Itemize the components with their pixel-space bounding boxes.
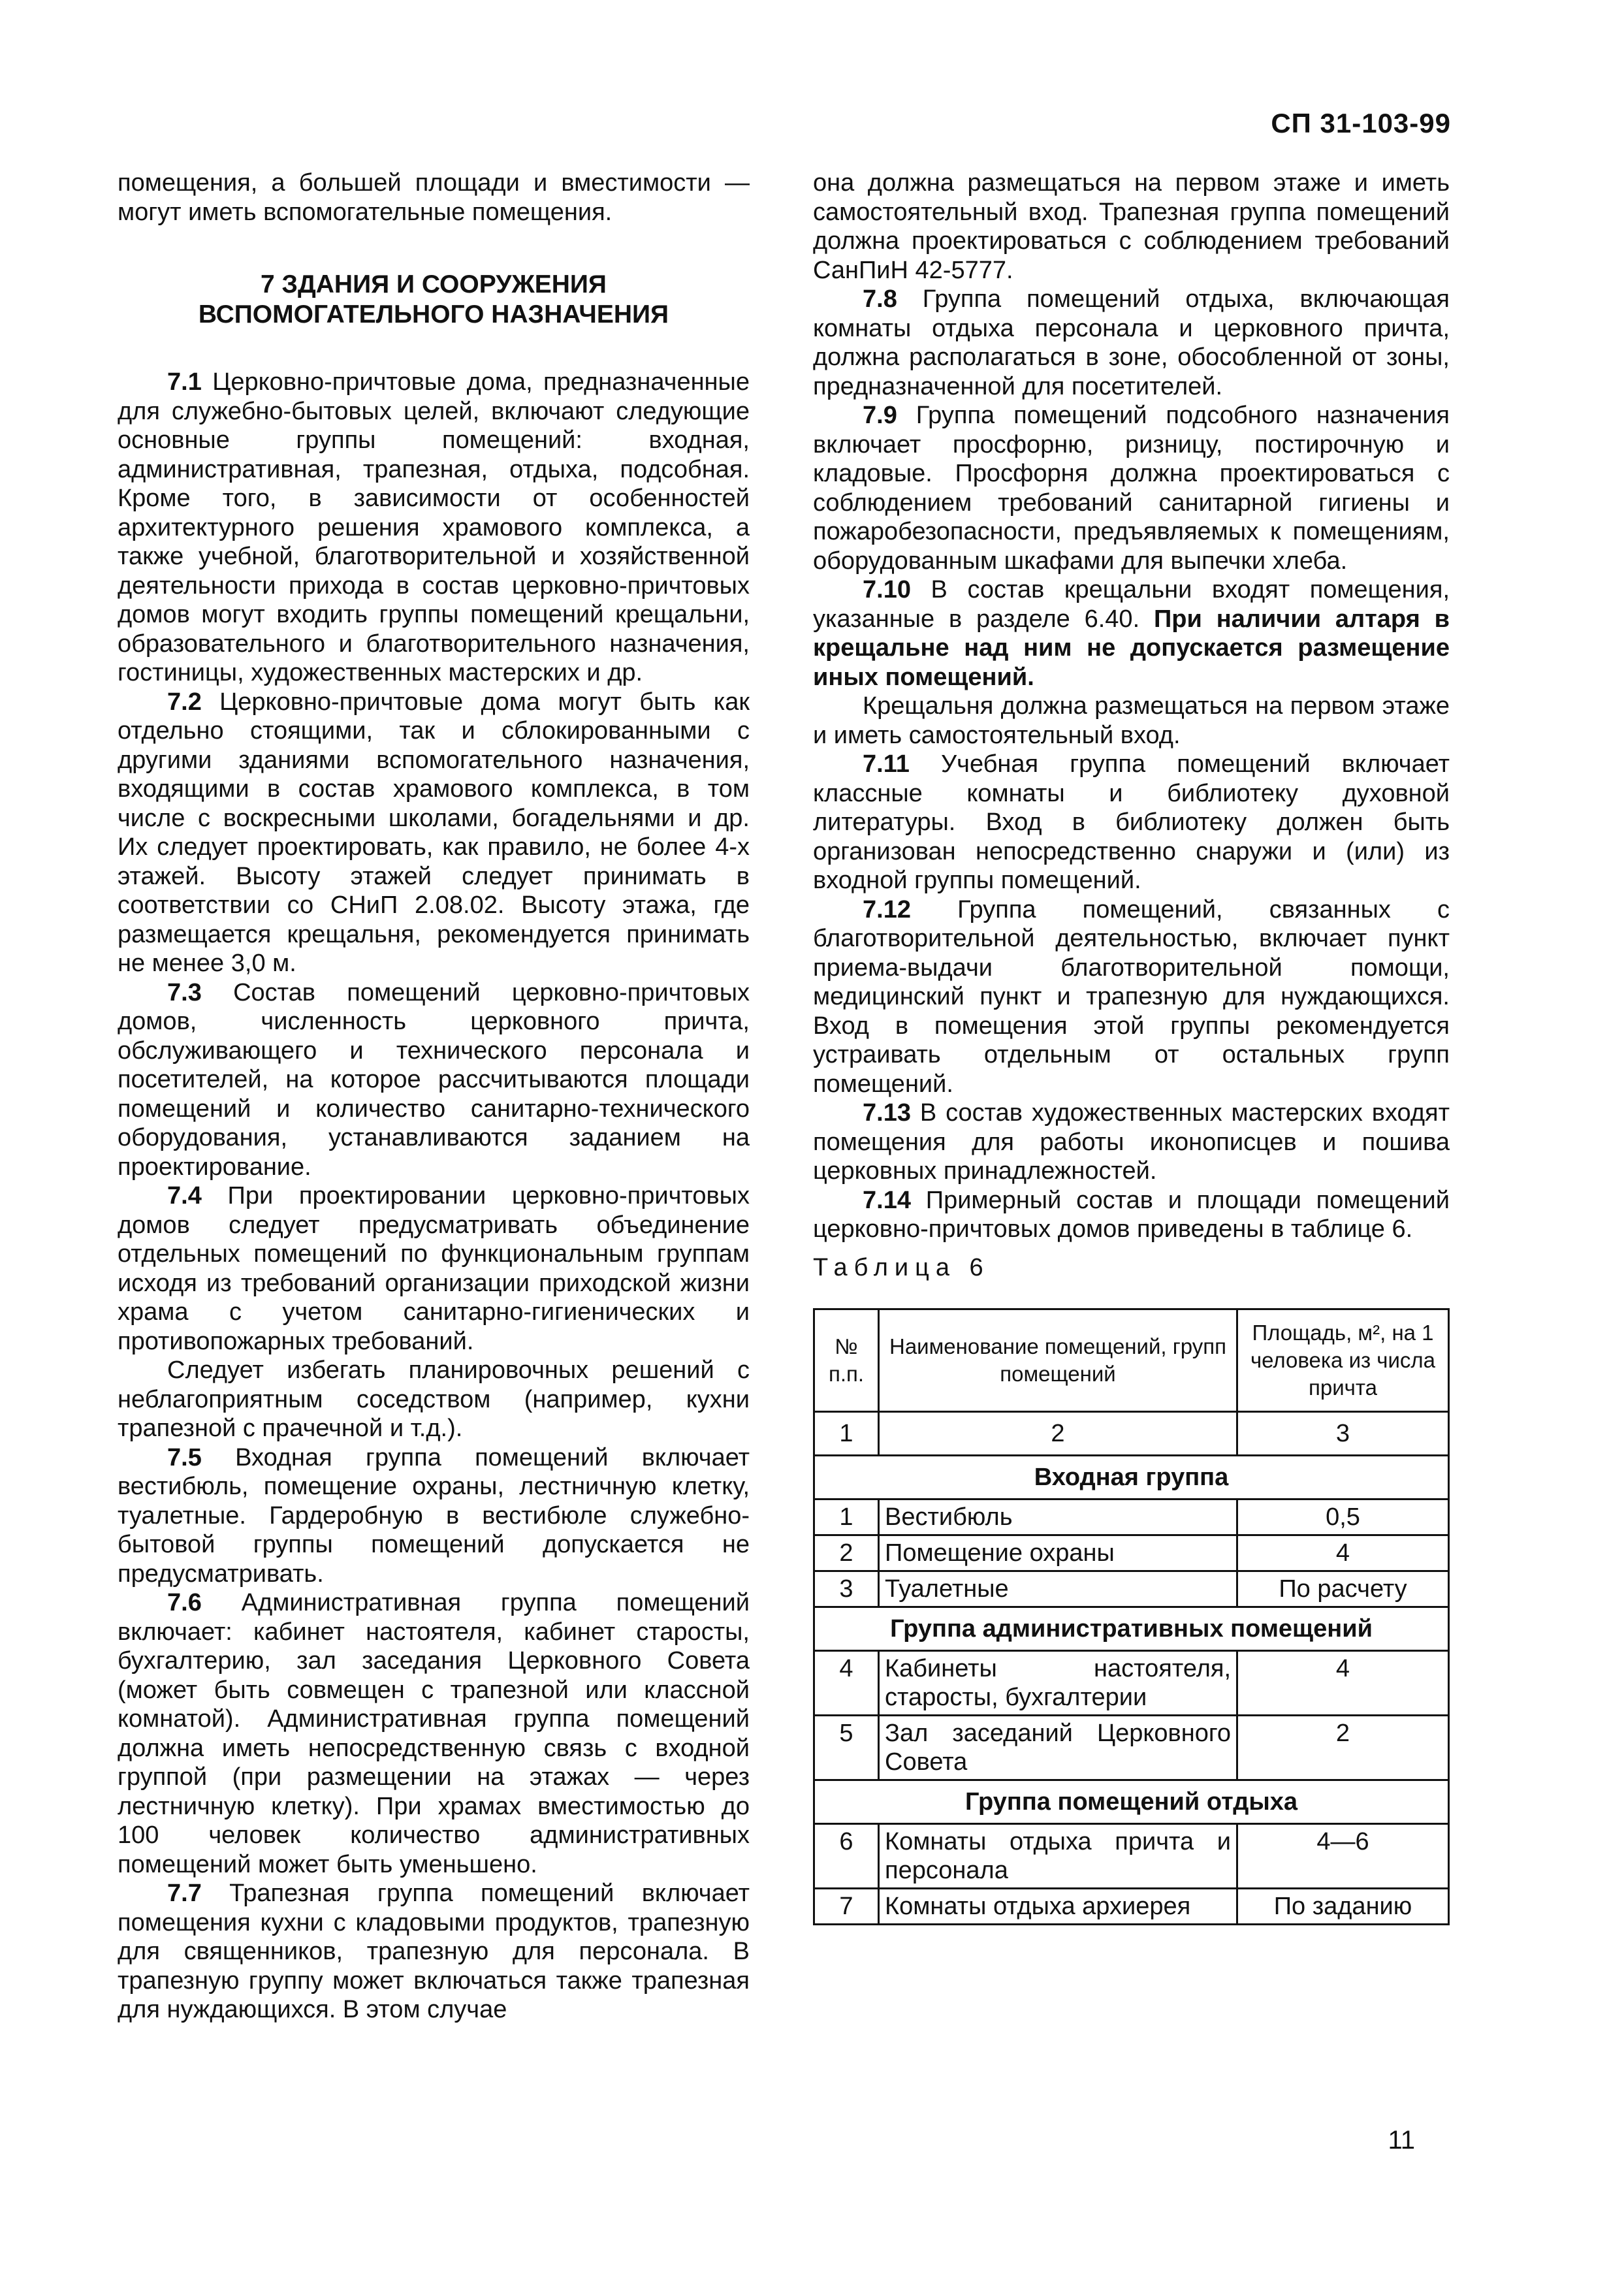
paragraph-7-7 xyxy=(118,1879,750,2025)
paragraph-7-10 xyxy=(813,575,1450,692)
table-cell: 1 xyxy=(814,1499,879,1535)
table-cell: 5 xyxy=(814,1716,879,1780)
clause-number: 7.2 xyxy=(167,688,202,716)
table-header-cell: № п.п. xyxy=(814,1309,879,1412)
section-title xyxy=(118,270,750,330)
paragraph-7-2 xyxy=(118,688,750,978)
paragraph-text: Церковно-причтовые дома, предназначенные для служебно-бытовых целей, включают следующие основные группы помещений: входная, административная, трапезная, отдыха, подсобная. Кроме того, в зависимости от особенностей архитектурного решения храмового комплекса, а также учебной, благотворительной и хозяйственной деятельности прихода в состав церковно-причтовых домов могут входить группы помещений крещальни, образовательного и благотворительного назначения, гостиницы, художественных мастерских и др. xyxy=(118,368,750,686)
paragraph-7-11 xyxy=(813,750,1450,895)
section-title-line1: 7 ЗДАНИЯ И СООРУЖЕНИЯ xyxy=(261,270,607,298)
table-cell: Туалетные xyxy=(879,1571,1237,1607)
table-cell: 4—6 xyxy=(1237,1824,1449,1889)
paragraph-7-4 xyxy=(118,1181,750,1356)
table-cell: 1 xyxy=(814,1412,879,1456)
table-group-title: Входная группа xyxy=(814,1456,1449,1499)
table-cell: 2 xyxy=(1237,1716,1449,1780)
paragraph-text: Трапезная группа помещений включает помещения кухни с кладовыми продуктов, трапезную для священников, трапезную для персонала. В трапезную группу может включаться также трапезная для нуждающихся. В этом случае xyxy=(118,1880,750,2023)
paragraph-7-13 xyxy=(813,1098,1450,1186)
paragraph-7-6 xyxy=(118,1588,750,1879)
paragraph-text: Административная группа помещений включает: кабинет настоятеля, кабинет старосты, бухгалтерию, зал заседания Церковного Совета (может быть совмещен с трапезной или классной комнатой). Административная группа помещений должна иметь непосредственную связь с входной группой (при размещении на этажах — через лестничную клетку). При храмах вместимостью до 100 человек количество административных помещений может быть уменьшено. xyxy=(118,1589,750,1878)
paragraph-7-9 xyxy=(813,401,1450,575)
table-cell: 6 xyxy=(814,1824,879,1889)
table-cell: 2 xyxy=(879,1412,1237,1456)
table-caption: Таблица 6 xyxy=(813,1253,990,1281)
paragraph-7-7-continued: она должна размещаться на первом этаже и иметь самостоятельный вход. Трапезная группа помещений должна проектироваться с соблюдением требований СанПиН 42-5777. xyxy=(813,169,1450,284)
table-row xyxy=(814,1499,1449,1535)
rooms-table xyxy=(813,1308,1450,1925)
table-cell: 3 xyxy=(814,1571,879,1607)
clause-number: 7.12 xyxy=(863,895,911,923)
paragraph-7-12 xyxy=(813,895,1450,1099)
paragraph-text: В состав крещальни входят помещения, указанные в разделе 6.40. xyxy=(813,576,1450,633)
clause-number: 7.9 xyxy=(863,402,897,429)
left-column xyxy=(118,168,750,2025)
clause-number: 7.7 xyxy=(167,1880,202,1907)
clause-number: 7.14 xyxy=(863,1186,911,1214)
section-title-line2: ВСПОМОГАТЕЛЬНОГО НАЗНАЧЕНИЯ xyxy=(198,300,669,329)
clause-number: 7.11 xyxy=(863,750,910,778)
table-row xyxy=(814,1889,1449,1925)
table-cell: 4 xyxy=(814,1651,879,1716)
clause-number: 7.13 xyxy=(863,1099,911,1127)
table-cell: 0,5 xyxy=(1237,1499,1449,1535)
paragraph-text: Группа помещений, связанных с благотворительной деятельностью, включает пункт приема-выдачи благотворительной помощи, медицинский пункт и трапезную для нуждающихся. Вход в помещения этой группы рекомендуется устраивать отдельным от остальных групп помещений. xyxy=(813,895,1450,1098)
paragraph-text: Учебная группа помещений включает классные комнаты и библиотеку духовной литературы. Вход в библиотеку должен быть организован непосредственно снаружи и (или) из входной группы помещений. xyxy=(813,750,1450,894)
right-column xyxy=(813,168,1450,1925)
paragraph-text: Церковно-причтовые дома могут быть как отдельно стоящими, так и сблокированными с другими зданиями вспомогательного назначения, входящими в состав храмового комплекса, в том числе с воскресными школами, богадельнями и др. Их следует проектировать, как правило, не более 4-х этажей. Высоту этажей следует принимать в соответствии со СНиП 2.08.02. Высоту этажа, где размещается крещальня, рекомендуется принимать не менее 3,0 м. xyxy=(118,688,750,977)
paragraph-text: При проектировании церковно-причтовых домов следует предусматривать объединение отдельных помещений по функциональным группам исходя из требований организации приходской жизни храма с учетом санитарно-гигиенических и противопожарных требований. xyxy=(118,1182,750,1355)
table-cell: Помещение охраны xyxy=(879,1535,1237,1571)
table-cell: 7 xyxy=(814,1889,879,1925)
paragraph-7-14 xyxy=(813,1186,1450,1244)
page-number: 11 xyxy=(1388,2126,1415,2155)
paragraph-7-8 xyxy=(813,285,1450,401)
table-group-row xyxy=(814,1456,1449,1499)
paragraph-text: Примерный состав и площади помещений церковно-причтовых домов приведены в таблице 6. xyxy=(813,1186,1450,1243)
table-header-cell: Площадь, м², на 1 человека из числа причта xyxy=(1237,1309,1449,1412)
clause-number: 7.10 xyxy=(863,576,911,603)
clause-number: 7.1 xyxy=(167,368,202,396)
paragraph-7-1 xyxy=(118,368,750,688)
paragraph-7-4-continued: Следует избегать планировочных решений с неблагоприятным соседством (например, кухни трапезной с прачечной и т.д.). xyxy=(118,1356,750,1442)
paragraph-7-10-continued: Крещальня должна размещаться на первом этаже и иметь самостоятельный вход. xyxy=(813,692,1450,749)
table-column-numbers-row xyxy=(814,1412,1449,1456)
table-cell: Зал заседаний Церковного Совета xyxy=(879,1716,1237,1780)
table-cell: Комнаты отдыха причта и персонала xyxy=(879,1824,1237,1889)
paragraph-text: Входная группа помещений включает вестибюль, помещение охраны, лестничную клетку, туалетные. Гардеробную в вестибюле служебно-бытовой группы помещений допускается не предусматривать. xyxy=(118,1443,750,1588)
paragraph-7-3 xyxy=(118,978,750,1182)
table-cell: Кабинеты настоятеля, старосты, бухгалтерии xyxy=(879,1651,1237,1716)
paragraph-text: Группа помещений подсобного назначения включает просфорню, ризницу, постирочную и кладовые. Просфорня должна проектироваться с соблюдением требований санитарной гигиены и пожаробезопасности, предъявляемых к помещениям, оборудованным шкафами для выпечки хлеба. xyxy=(813,402,1450,575)
table-cell: 4 xyxy=(1237,1535,1449,1571)
table-cell: По расчету xyxy=(1237,1571,1449,1607)
paragraph-text: Состав помещений церковно-причтовых домов, численность церковного причта, обслуживающего и технического персонала и посетителей, на которое рассчитываются площади помещений и количество санитарно-технического оборудования, устанавливаются заданием на проектирование. xyxy=(118,978,750,1181)
clause-number: 7.8 xyxy=(863,285,897,313)
table-group-row xyxy=(814,1607,1449,1651)
paragraph-text: В состав художественных мастерских входят помещения для работы иконописцев и пошива церковных принадлежностей. xyxy=(813,1099,1450,1185)
table-group-row xyxy=(814,1780,1449,1824)
table-cell: 2 xyxy=(814,1535,879,1571)
table-header-row xyxy=(814,1309,1449,1412)
clause-number: 7.3 xyxy=(167,978,202,1006)
table-row xyxy=(814,1651,1449,1716)
table-row xyxy=(814,1716,1449,1780)
clause-number: 7.4 xyxy=(167,1182,202,1210)
table-cell: Комнаты отдыха архиерея xyxy=(879,1889,1237,1925)
paragraph-bold-text: При наличии алтаря в крещальне над ним не допускается размещение иных помещений. xyxy=(813,605,1450,691)
table-cell: 4 xyxy=(1237,1651,1449,1716)
table-row xyxy=(814,1824,1449,1889)
table-cell: Вестибюль xyxy=(879,1499,1237,1535)
paragraph-text: Группа помещений отдыха, включающая комнаты отдыха персонала и церковного причта, должна располагаться в зоне, обособленной от зоны, предназначенной для посетителей. xyxy=(813,285,1450,400)
table-row xyxy=(814,1571,1449,1607)
table-cell: 3 xyxy=(1237,1412,1449,1456)
table-group-title: Группа административных помещений xyxy=(814,1607,1449,1651)
paragraph-intro: помещения, а большей площади и вместимости — могут иметь вспомогательные помещения. xyxy=(118,169,750,226)
document-code-header: СП 31-103-99 xyxy=(1271,108,1451,138)
paragraph-7-5 xyxy=(118,1443,750,1589)
clause-number: 7.6 xyxy=(167,1589,202,1616)
table-group-title: Группа помещений отдыха xyxy=(814,1780,1449,1824)
table-header-cell: Наименование помещений, групп помещений xyxy=(879,1309,1237,1412)
table-cell: По заданию xyxy=(1237,1889,1449,1925)
table-row xyxy=(814,1535,1449,1571)
clause-number: 7.5 xyxy=(167,1443,202,1471)
